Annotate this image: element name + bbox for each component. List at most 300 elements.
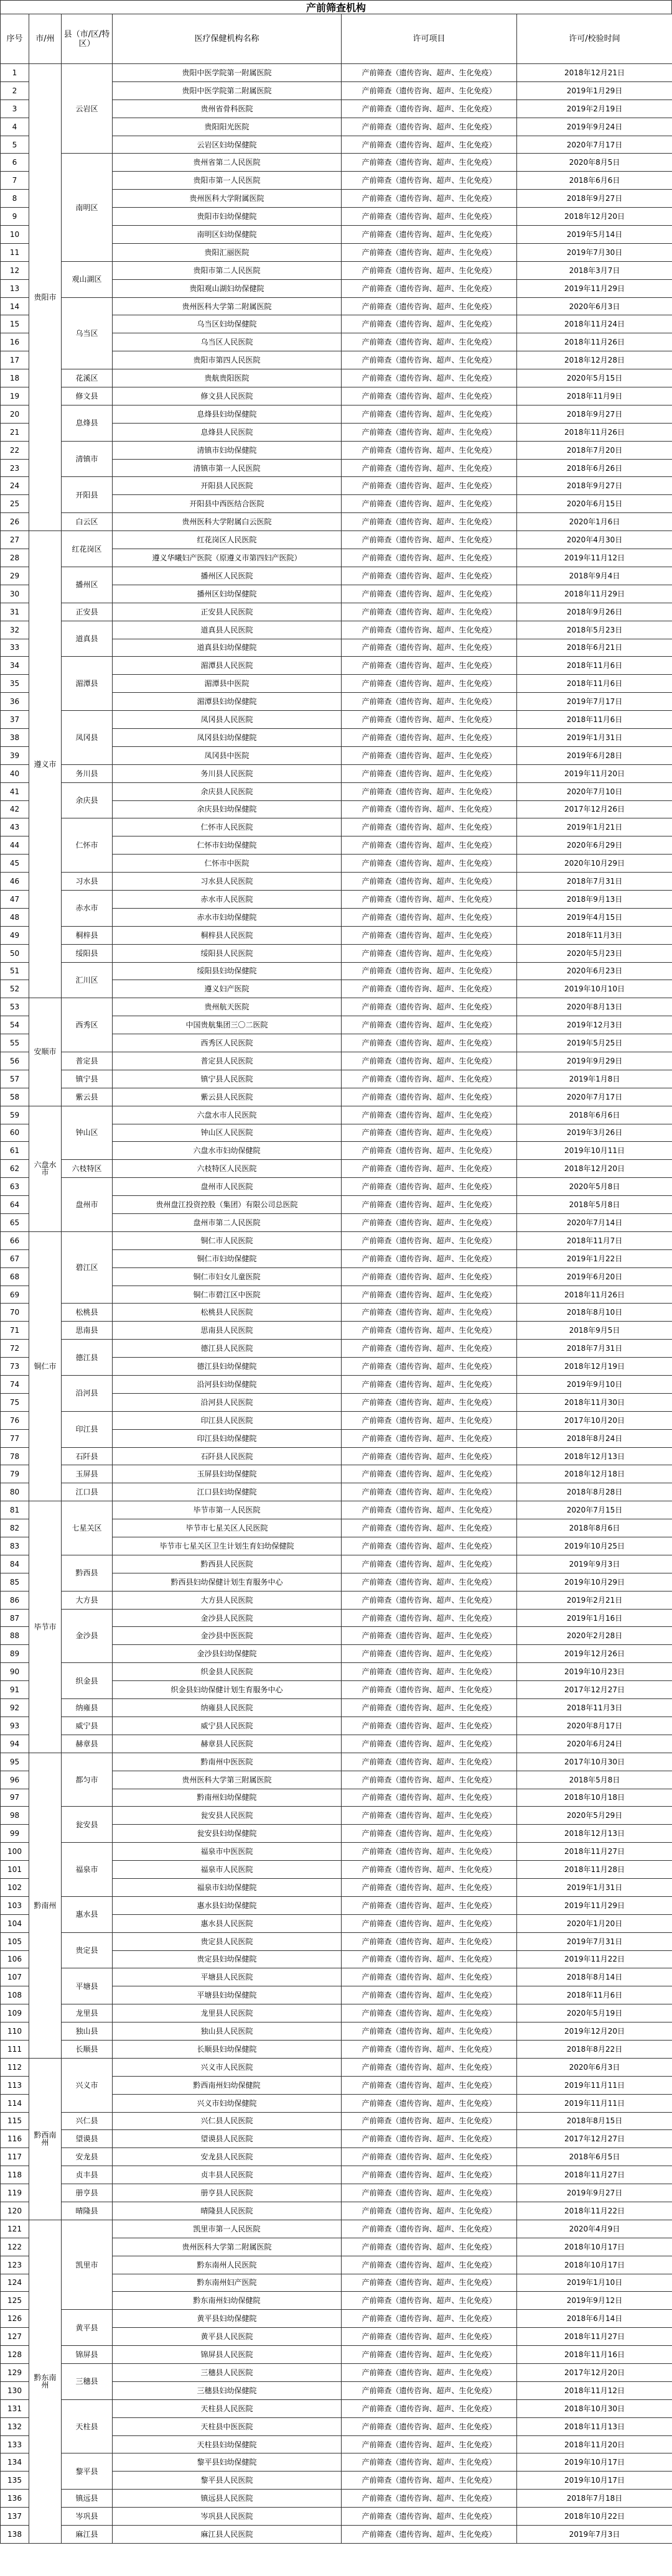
row-institution: 贵州省第二人民医院 <box>113 154 342 172</box>
row-index: 17 <box>1 351 29 369</box>
row-city: 六盘水市 <box>29 1106 62 1231</box>
row-index: 101 <box>1 1861 29 1879</box>
row-index: 109 <box>1 2004 29 2022</box>
row-license-date: 2019年12月20日 <box>517 2022 672 2041</box>
row-license-date: 2019年10月29日 <box>517 1573 672 1591</box>
row-county: 印江县 <box>62 1411 113 1447</box>
row-institution: 六枝特区人民医院 <box>113 1160 342 1178</box>
row-index: 25 <box>1 495 29 513</box>
row-license-item: 产前筛查（遗传咨询、超声、生化免疫） <box>342 1286 517 1304</box>
row-license-date: 2020年6月23日 <box>517 962 672 980</box>
row-license-item: 产前筛查（遗传咨询、超声、生化免疫） <box>342 1681 517 1699</box>
row-license-item: 产前筛查（遗传咨询、超声、生化免疫） <box>342 1717 517 1735</box>
row-index: 13 <box>1 279 29 297</box>
row-license-item: 产前筛查（遗传咨询、超声、生化免疫） <box>342 459 517 477</box>
row-license-date: 2018年8月24日 <box>517 1429 672 1447</box>
row-license-item: 产前筛查（遗传咨询、超声、生化免疫） <box>342 2058 517 2076</box>
row-institution: 平塘县妇幼保健院 <box>113 1986 342 2004</box>
row-license-date: 2020年8月17日 <box>517 1717 672 1735</box>
row-index: 82 <box>1 1519 29 1537</box>
row-license-item: 产前筛查（遗传咨询、超声、生化免疫） <box>342 1555 517 1573</box>
row-license-item: 产前筛查（遗传咨询、超声、生化免疫） <box>342 675 517 693</box>
row-institution: 镇远县人民医院 <box>113 2490 342 2508</box>
row-index: 60 <box>1 1124 29 1142</box>
row-license-date: 2018年12月20日 <box>517 208 672 226</box>
row-index: 46 <box>1 873 29 891</box>
row-license-date: 2018年11月27日 <box>517 2328 672 2346</box>
row-index: 136 <box>1 2490 29 2508</box>
row-county: 七星关区 <box>62 1501 113 1555</box>
row-institution: 长顺县妇幼保健院 <box>113 2040 342 2058</box>
row-license-item: 产前筛查（遗传咨询、超声、生化免疫） <box>342 980 517 998</box>
row-institution: 纳雍县人民医院 <box>113 1699 342 1717</box>
row-license-item: 产前筛查（遗传咨询、超声、生化免疫） <box>342 1052 517 1070</box>
row-county: 锦屏县 <box>62 2346 113 2364</box>
row-county: 金沙县 <box>62 1609 113 1663</box>
row-license-date: 2019年11月12日 <box>517 549 672 567</box>
row-license-item: 产前筛查（遗传咨询、超声、生化免疫） <box>342 1861 517 1879</box>
row-index: 61 <box>1 1142 29 1160</box>
row-county: 仁怀市 <box>62 818 113 873</box>
row-license-date: 2020年5月15日 <box>517 369 672 387</box>
row-license-item: 产前筛查（遗传咨询、超声、生化免疫） <box>342 477 517 495</box>
row-license-date: 2018年6月6日 <box>517 172 672 190</box>
row-county: 江口县 <box>62 1483 113 1501</box>
row-institution: 绥阳县妇幼保健院 <box>113 962 342 980</box>
row-license-item: 产前筛查（遗传咨询、超声、生化免疫） <box>342 962 517 980</box>
row-county: 湄潭县 <box>62 657 113 711</box>
row-license-item: 产前筛查（遗传咨询、超声、生化免疫） <box>342 1447 517 1465</box>
row-index: 102 <box>1 1878 29 1896</box>
row-county: 瓮安县 <box>62 1807 113 1843</box>
row-license-date: 2020年10月29日 <box>517 855 672 873</box>
row-license-item: 产前筛查（遗传咨询、超声、生化免疫） <box>342 944 517 962</box>
row-license-date: 2019年9月29日 <box>517 1052 672 1070</box>
table-row <box>1 603 672 621</box>
row-license-date: 2018年7月18日 <box>517 2490 672 2508</box>
row-index: 107 <box>1 1968 29 1986</box>
row-license-date: 2018年11月26日 <box>517 423 672 441</box>
row-license-date: 2019年1月22日 <box>517 1249 672 1267</box>
row-index: 127 <box>1 2328 29 2346</box>
row-institution: 贵定县人民医院 <box>113 1932 342 1950</box>
table-row <box>1 567 672 585</box>
row-license-item: 产前筛查（遗传咨询、超声、生化免疫） <box>342 1429 517 1447</box>
row-index: 6 <box>1 154 29 172</box>
row-index: 34 <box>1 657 29 675</box>
row-license-date: 2019年1月21日 <box>517 818 672 836</box>
row-institution: 贵阳中医学院第一附属医院 <box>113 64 342 82</box>
row-license-date: 2017年12月26日 <box>517 800 672 818</box>
row-license-item: 产前筛查（遗传咨询、超声、生化免疫） <box>342 297 517 315</box>
row-index: 84 <box>1 1555 29 1573</box>
row-license-date: 2020年5月8日 <box>517 1178 672 1196</box>
row-index: 45 <box>1 855 29 873</box>
row-index: 98 <box>1 1807 29 1825</box>
row-license-date: 2018年11月29日 <box>517 585 672 603</box>
row-license-date: 2020年7月14日 <box>517 1214 672 1232</box>
row-license-item: 产前筛查（遗传咨询、超声、生化免疫） <box>342 2417 517 2435</box>
row-county: 乌当区 <box>62 297 113 369</box>
row-license-date: 2018年11月26日 <box>517 1286 672 1304</box>
row-institution: 习水县人民医院 <box>113 873 342 891</box>
row-index: 132 <box>1 2417 29 2435</box>
row-license-item: 产前筛查（遗传咨询、超声、生化免疫） <box>342 746 517 764</box>
row-index: 83 <box>1 1537 29 1555</box>
row-institution: 金沙县人民医院 <box>113 1609 342 1627</box>
row-license-date: 2018年11月24日 <box>517 315 672 333</box>
table-row <box>1 1322 672 1340</box>
row-license-item: 产前筛查（遗传咨询、超声、生化免疫） <box>342 1699 517 1717</box>
row-institution: 黄平县妇幼保健院 <box>113 2310 342 2328</box>
row-county: 天柱县 <box>62 2399 113 2453</box>
row-license-item: 产前筛查（遗传咨询、超声、生化免疫） <box>342 100 517 118</box>
row-index: 117 <box>1 2148 29 2166</box>
row-county: 纳雍县 <box>62 1699 113 1717</box>
row-license-date: 2019年10月23日 <box>517 1663 672 1681</box>
row-index: 138 <box>1 2526 29 2544</box>
row-license-item: 产前筛查（遗传咨询、超声、生化免疫） <box>342 64 517 82</box>
row-license-item: 产前筛查（遗传咨询、超声、生化免疫） <box>342 190 517 208</box>
row-license-item: 产前筛查（遗传咨询、超声、生化免疫） <box>342 1034 517 1052</box>
row-institution: 余庆县人民医院 <box>113 782 342 800</box>
row-index: 32 <box>1 621 29 639</box>
row-index: 1 <box>1 64 29 82</box>
row-index: 62 <box>1 1160 29 1178</box>
row-institution: 黔西南州妇幼保健院 <box>113 2076 342 2094</box>
row-city: 毕节市 <box>29 1501 62 1753</box>
row-county: 贵定县 <box>62 1932 113 1968</box>
row-license-item: 产前筛查（遗传咨询、超声、生化免疫） <box>342 1932 517 1950</box>
row-institution: 湄潭县中医院 <box>113 675 342 693</box>
row-license-date: 2018年11月26日 <box>517 333 672 351</box>
row-license-date: 2019年1月8日 <box>517 1070 672 1088</box>
table-row <box>1 2202 672 2220</box>
header-license-date: 许可/校验时间 <box>517 14 672 64</box>
row-license-date: 2018年11月9日 <box>517 387 672 405</box>
row-license-date: 2018年12月19日 <box>517 1358 672 1376</box>
row-institution: 贵州医科大学第三附属医院 <box>113 1771 342 1789</box>
row-license-date: 2018年8月14日 <box>517 1968 672 1986</box>
row-license-date: 2020年6月29日 <box>517 836 672 855</box>
row-license-item: 产前筛查（遗传咨询、超声、生化免疫） <box>342 2508 517 2526</box>
row-county: 绥阳县 <box>62 944 113 962</box>
row-license-item: 产前筛查（遗传咨询、超声、生化免疫） <box>342 1376 517 1394</box>
row-index: 7 <box>1 172 29 190</box>
row-index: 71 <box>1 1322 29 1340</box>
row-institution: 绥阳县人民医院 <box>113 944 342 962</box>
row-city: 贵阳市 <box>29 64 62 531</box>
table-row <box>1 1735 672 1753</box>
row-index: 3 <box>1 100 29 118</box>
row-institution: 遵义妇产医院 <box>113 980 342 998</box>
row-license-item: 产前筛查（遗传咨询、超声、生化免疫） <box>342 1322 517 1340</box>
row-institution: 铜仁市妇女儿童医院 <box>113 1267 342 1286</box>
row-institution: 织金县人民医院 <box>113 1663 342 1681</box>
row-institution: 凤冈县中医院 <box>113 746 342 764</box>
row-license-item: 产前筛查（遗传咨询、超声、生化免疫） <box>342 1896 517 1914</box>
row-county: 桐梓县 <box>62 926 113 944</box>
table-row <box>1 621 672 639</box>
row-index: 120 <box>1 2202 29 2220</box>
row-license-item: 产前筛查（遗传咨询、超声、生化免疫） <box>342 369 517 387</box>
row-institution: 贵阳市第四人民医院 <box>113 351 342 369</box>
row-license-item: 产前筛查（遗传咨询、超声、生化免疫） <box>342 1663 517 1681</box>
row-index: 104 <box>1 1914 29 1932</box>
row-county: 红花岗区 <box>62 531 113 567</box>
row-license-date: 2018年11月6日 <box>517 675 672 693</box>
row-license-item: 产前筛查（遗传咨询、超声、生化免疫） <box>342 1950 517 1968</box>
row-license-item: 产前筛查（遗传咨询、超声、生化免疫） <box>342 351 517 369</box>
row-institution: 播州区妇幼保健院 <box>113 585 342 603</box>
row-license-date: 2019年6月20日 <box>517 1267 672 1286</box>
row-license-item: 产前筛查（遗传咨询、超声、生化免疫） <box>342 1304 517 1322</box>
row-license-item: 产前筛查（遗传咨询、超声、生化免疫） <box>342 2435 517 2453</box>
row-license-item: 产前筛查（遗传咨询、超声、生化免疫） <box>342 1267 517 1286</box>
row-index: 124 <box>1 2274 29 2292</box>
table-row <box>1 944 672 962</box>
row-license-date: 2018年8月28日 <box>517 1483 672 1501</box>
table-row <box>1 1968 672 1986</box>
row-index: 12 <box>1 261 29 279</box>
row-index: 95 <box>1 1753 29 1771</box>
row-license-item: 产前筛查（遗传咨询、超声、生化免疫） <box>342 1124 517 1142</box>
row-index: 59 <box>1 1106 29 1124</box>
row-index: 92 <box>1 1699 29 1717</box>
row-institution: 钟山区人民医院 <box>113 1124 342 1142</box>
row-license-item: 产前筛查（遗传咨询、超声、生化免疫） <box>342 2238 517 2256</box>
row-county: 独山县 <box>62 2022 113 2041</box>
row-institution: 黔南州中医医院 <box>113 1753 342 1771</box>
row-license-item: 产前筛查（遗传咨询、超声、生化免疫） <box>342 1771 517 1789</box>
row-index: 73 <box>1 1358 29 1376</box>
row-institution: 金沙县妇幼保健院 <box>113 1645 342 1663</box>
row-license-date: 2018年6月21日 <box>517 639 672 657</box>
row-index: 44 <box>1 836 29 855</box>
table-row <box>1 1807 672 1825</box>
row-index: 55 <box>1 1034 29 1052</box>
row-institution: 黎平县人民医院 <box>113 2472 342 2490</box>
row-index: 52 <box>1 980 29 998</box>
row-license-date: 2018年10月17日 <box>517 2256 672 2274</box>
row-institution: 赤水市人民医院 <box>113 890 342 908</box>
row-institution: 仁怀市妇幼保健院 <box>113 836 342 855</box>
row-county: 南明区 <box>62 154 113 261</box>
row-license-item: 产前筛查（遗传咨询、超声、生化免疫） <box>342 333 517 351</box>
row-county: 开阳县 <box>62 477 113 513</box>
row-county: 惠水县 <box>62 1896 113 1932</box>
row-index: 118 <box>1 2166 29 2184</box>
row-license-date: 2020年5月19日 <box>517 2004 672 2022</box>
table-row <box>1 2058 672 2076</box>
row-license-date: 2018年11月22日 <box>517 2202 672 2220</box>
row-county: 息烽县 <box>62 405 113 441</box>
row-institution: 福泉市人民医院 <box>113 1861 342 1879</box>
row-license-item: 产前筛查（遗传咨询、超声、生化免疫） <box>342 2399 517 2417</box>
row-county: 赤水市 <box>62 890 113 926</box>
row-county: 盘州市 <box>62 1178 113 1232</box>
row-city: 安顺市 <box>29 998 62 1106</box>
row-city: 遵义市 <box>29 531 62 998</box>
row-institution: 福泉市中医医院 <box>113 1843 342 1861</box>
row-license-date: 2018年6月14日 <box>517 2310 672 2328</box>
row-county: 播州区 <box>62 567 113 603</box>
table-row <box>1 818 672 836</box>
row-institution: 贵州盘江投资控股（集团）有限公司总医院 <box>113 1196 342 1214</box>
row-county: 德江县 <box>62 1340 113 1376</box>
row-license-date: 2020年4月30日 <box>517 531 672 549</box>
row-index: 94 <box>1 1735 29 1753</box>
row-index: 93 <box>1 1717 29 1735</box>
row-license-date: 2019年10月17日 <box>517 2472 672 2490</box>
row-institution: 惠水县妇幼保健院 <box>113 1896 342 1914</box>
row-index: 63 <box>1 1178 29 1196</box>
row-license-item: 产前筛查（遗传咨询、超声、生化免疫） <box>342 1231 517 1249</box>
row-institution: 凤冈县人民医院 <box>113 711 342 729</box>
row-index: 123 <box>1 2256 29 2274</box>
row-license-date: 2019年1月31日 <box>517 1878 672 1896</box>
row-index: 89 <box>1 1645 29 1663</box>
row-institution: 六盘水市妇幼保健院 <box>113 1142 342 1160</box>
row-index: 37 <box>1 711 29 729</box>
row-institution: 桐梓县人民医院 <box>113 926 342 944</box>
table-row <box>1 1932 672 1950</box>
row-county: 黔西县 <box>62 1555 113 1591</box>
row-institution: 中国贵航集团三〇二医院 <box>113 1016 342 1034</box>
row-license-item: 产前筛查（遗传咨询、超声、生化免疫） <box>342 1573 517 1591</box>
row-license-item: 产前筛查（遗传咨询、超声、生化免疫） <box>342 1070 517 1088</box>
row-county: 汇川区 <box>62 962 113 998</box>
row-index: 10 <box>1 226 29 244</box>
row-license-item: 产前筛查（遗传咨询、超声、生化免疫） <box>342 800 517 818</box>
row-license-date: 2018年6月5日 <box>517 2148 672 2166</box>
row-license-item: 产前筛查（遗传咨询、超声、生化免疫） <box>342 603 517 621</box>
row-county: 册亨县 <box>62 2184 113 2202</box>
row-institution: 贵阳市妇幼保健院 <box>113 208 342 226</box>
row-county: 余庆县 <box>62 782 113 818</box>
row-index: 75 <box>1 1393 29 1411</box>
row-license-item: 产前筛查（遗传咨询、超声、生化免疫） <box>342 1645 517 1663</box>
row-institution: 瓮安县妇幼保健院 <box>113 1825 342 1843</box>
row-license-item: 产前筛查（遗传咨询、超声、生化免疫） <box>342 621 517 639</box>
row-index: 58 <box>1 1088 29 1106</box>
row-license-item: 产前筛查（遗传咨询、超声、生化免疫） <box>342 1878 517 1896</box>
row-license-date: 2019年5月25日 <box>517 1034 672 1052</box>
row-institution: 兴义市人民医院 <box>113 2058 342 2076</box>
row-license-date: 2019年9月12日 <box>517 2292 672 2310</box>
row-license-item: 产前筛查（遗传咨询、超声、生化免疫） <box>342 567 517 585</box>
row-institution: 册亨县人民医院 <box>113 2184 342 2202</box>
row-license-date: 2020年5月23日 <box>517 944 672 962</box>
row-county: 贞丰县 <box>62 2166 113 2184</box>
table-body <box>1 64 672 2544</box>
row-license-item: 产前筛查（遗传咨询、超声、生化免疫） <box>342 2004 517 2022</box>
table-row <box>1 1483 672 1501</box>
row-index: 9 <box>1 208 29 226</box>
row-license-item: 产前筛查（遗传咨询、超声、生化免疫） <box>342 495 517 513</box>
row-institution: 金沙县中医医院 <box>113 1627 342 1645</box>
row-institution: 赫章县人民医院 <box>113 1735 342 1753</box>
row-license-item: 产前筛查（遗传咨询、超声、生化免疫） <box>342 2381 517 2399</box>
row-license-item: 产前筛查（遗传咨询、超声、生化免疫） <box>342 387 517 405</box>
table-row <box>1 513 672 531</box>
row-index: 23 <box>1 459 29 477</box>
row-license-date: 2019年4月15日 <box>517 908 672 926</box>
row-city: 铜仁市 <box>29 1231 62 1501</box>
row-license-date: 2020年5月29日 <box>517 1807 672 1825</box>
row-license-item: 产前筛查（遗传咨询、超声、生化免疫） <box>342 1735 517 1753</box>
row-county: 玉屏县 <box>62 1465 113 1483</box>
row-institution: 息烽县人民医院 <box>113 423 342 441</box>
table-row <box>1 2184 672 2202</box>
row-index: 40 <box>1 764 29 782</box>
row-institution: 天柱县中医医院 <box>113 2417 342 2435</box>
row-license-date: 2019年11月29日 <box>517 1896 672 1914</box>
table-row <box>1 64 672 82</box>
table-row <box>1 890 672 908</box>
row-index: 76 <box>1 1411 29 1429</box>
row-license-date: 2018年7月20日 <box>517 441 672 459</box>
table-row <box>1 2166 672 2184</box>
row-license-date: 2018年5月8日 <box>517 1196 672 1214</box>
row-index: 51 <box>1 962 29 980</box>
row-license-item: 产前筛查（遗传咨询、超声、生化免疫） <box>342 2112 517 2130</box>
row-license-item: 产前筛查（遗传咨询、超声、生化免疫） <box>342 890 517 908</box>
row-index: 112 <box>1 2058 29 2076</box>
row-index: 129 <box>1 2364 29 2382</box>
row-institution: 乌当区妇幼保健院 <box>113 315 342 333</box>
row-license-date: 2019年11月20日 <box>517 764 672 782</box>
row-license-date: 2018年12月13日 <box>517 1447 672 1465</box>
table-row <box>1 873 672 891</box>
row-license-item: 产前筛查（遗传咨询、超声、生化免疫） <box>342 208 517 226</box>
table-row <box>1 764 672 782</box>
row-license-date: 2019年10月17日 <box>517 2453 672 2472</box>
row-license-date: 2017年10月30日 <box>517 1753 672 1771</box>
row-county: 道真县 <box>62 621 113 657</box>
row-index: 67 <box>1 1249 29 1267</box>
row-index: 5 <box>1 136 29 154</box>
row-institution: 黔东南州人民医院 <box>113 2256 342 2274</box>
row-institution: 贵定县妇幼保健院 <box>113 1950 342 1968</box>
row-county: 清镇市 <box>62 441 113 477</box>
row-license-date: 2018年9月27日 <box>517 477 672 495</box>
row-license-item: 产前筛查（遗传咨询、超声、生化免疫） <box>342 531 517 549</box>
row-institution: 思南县人民医院 <box>113 1322 342 1340</box>
row-county: 安龙县 <box>62 2148 113 2166</box>
row-county: 钟山区 <box>62 1106 113 1160</box>
row-license-item: 产前筛查（遗传咨询、超声、生化免疫） <box>342 585 517 603</box>
row-license-date: 2018年10月30日 <box>517 2399 672 2417</box>
row-institution: 兴仁县人民医院 <box>113 2112 342 2130</box>
row-license-date: 2018年12月21日 <box>517 64 672 82</box>
row-license-item: 产前筛查（遗传咨询、超声、生化免疫） <box>342 639 517 657</box>
row-institution: 贵阳市第一人民医院 <box>113 172 342 190</box>
row-institution: 凯里市第一人民医院 <box>113 2220 342 2238</box>
row-license-item: 产前筛查（遗传咨询、超声、生化免疫） <box>342 855 517 873</box>
row-license-date: 2019年7月30日 <box>517 243 672 261</box>
row-institution: 乌当区人民医院 <box>113 333 342 351</box>
row-county: 大方县 <box>62 1591 113 1609</box>
row-license-item: 产前筛查（遗传咨询、超声、生化免疫） <box>342 728 517 746</box>
row-index: 31 <box>1 603 29 621</box>
row-license-item: 产前筛查（遗传咨询、超声、生化免疫） <box>342 1465 517 1483</box>
row-license-item: 产前筛查（遗传咨询、超声、生化免疫） <box>342 279 517 297</box>
row-index: 128 <box>1 2346 29 2364</box>
row-institution: 平塘县人民医院 <box>113 1968 342 1986</box>
row-county: 凤冈县 <box>62 711 113 765</box>
header-row <box>1 14 672 64</box>
